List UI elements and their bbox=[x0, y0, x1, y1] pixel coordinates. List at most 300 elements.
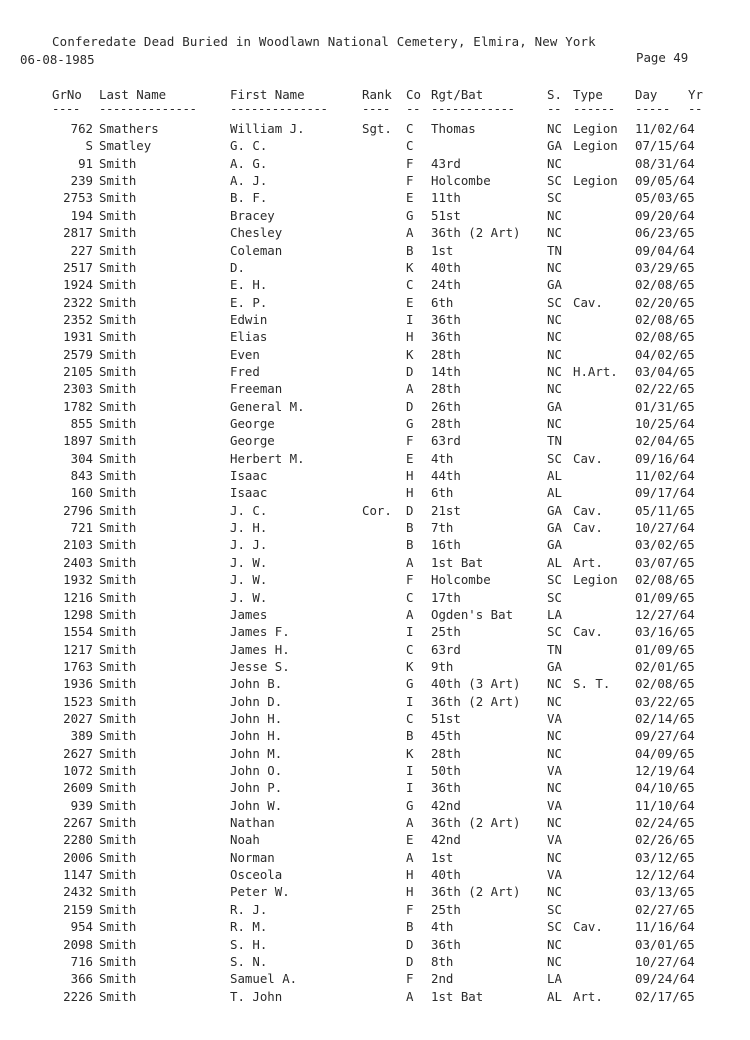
table-row bbox=[0, 780, 750, 797]
cell-date: 02/08/65 bbox=[635, 572, 695, 588]
underline-regiment: ------------ bbox=[431, 101, 515, 116]
cell-company: K bbox=[406, 745, 414, 761]
cell-date: 02/08/65 bbox=[635, 676, 695, 692]
cell-last-name: Smith bbox=[99, 554, 137, 570]
cell-regiment: 43rd bbox=[431, 155, 461, 171]
cell-rank: Cor. bbox=[362, 502, 392, 518]
cell-regiment: 28th bbox=[431, 745, 461, 761]
cell-grno: 1924 bbox=[63, 277, 93, 293]
cell-last-name: Smith bbox=[99, 520, 137, 535]
cell-grno: 1147 bbox=[63, 867, 93, 883]
cell-state: NC bbox=[547, 329, 562, 345]
cell-first-name: D. bbox=[230, 259, 245, 275]
cell-state: NC bbox=[547, 363, 562, 379]
cell-state: NC bbox=[547, 728, 562, 744]
cell-company: A bbox=[406, 381, 414, 397]
cell-first-name: Bracey bbox=[230, 207, 275, 223]
cell-regiment: 40th bbox=[431, 259, 461, 275]
cell-date: 12/12/64 bbox=[635, 867, 695, 883]
cell-date: 08/31/64 bbox=[635, 155, 695, 171]
cell-type: Legion bbox=[573, 121, 618, 136]
cell-last-name: Smith bbox=[99, 572, 137, 588]
header-state: S. bbox=[547, 87, 562, 102]
cell-regiment: 14th bbox=[431, 363, 461, 379]
cell-last-name: Smith bbox=[99, 242, 137, 258]
cell-grno: 1932 bbox=[63, 572, 93, 588]
cell-type: Cav. bbox=[573, 919, 603, 935]
cell-regiment: 36th bbox=[431, 329, 461, 345]
cell-date: 05/03/65 bbox=[635, 190, 695, 206]
cell-state: SC bbox=[547, 589, 562, 605]
cell-date: 11/16/64 bbox=[635, 919, 695, 935]
cell-date: 09/20/64 bbox=[635, 207, 695, 223]
cell-date: 03/13/65 bbox=[635, 884, 695, 900]
cell-first-name: General M. bbox=[230, 398, 305, 414]
cell-grno: 843 bbox=[70, 468, 93, 483]
cell-company: K bbox=[406, 346, 414, 362]
table-row bbox=[0, 399, 750, 416]
cell-first-name: J. J. bbox=[230, 537, 268, 553]
cell-state: NC bbox=[547, 155, 562, 171]
cell-first-name: R. J. bbox=[230, 901, 268, 917]
cell-first-name: Isaac bbox=[230, 485, 268, 501]
cell-state: NC bbox=[547, 745, 562, 761]
cell-first-name: T. John bbox=[230, 988, 283, 1004]
table-row bbox=[0, 121, 750, 138]
cell-regiment: Thomas bbox=[431, 121, 476, 136]
cell-date: 03/29/65 bbox=[635, 259, 695, 275]
cell-grno: 2517 bbox=[63, 259, 93, 275]
cell-regiment: 42nd bbox=[431, 797, 461, 813]
cell-last-name: Smith bbox=[99, 398, 137, 414]
cell-state: VA bbox=[547, 710, 562, 726]
cell-type: Cav. bbox=[573, 294, 603, 310]
cell-date: 11/10/64 bbox=[635, 797, 695, 813]
cell-last-name: Smith bbox=[99, 173, 137, 189]
cell-state: NC bbox=[547, 815, 562, 830]
cell-date: 04/09/65 bbox=[635, 745, 695, 761]
cell-date: 02/27/65 bbox=[635, 901, 695, 917]
cell-last-name: Smith bbox=[99, 901, 137, 917]
header-company: Co bbox=[406, 87, 421, 102]
cell-company: F bbox=[406, 155, 414, 171]
cell-first-name: John D. bbox=[230, 693, 283, 709]
cell-regiment: Ogden's Bat bbox=[431, 606, 514, 622]
cell-regiment: 40th bbox=[431, 867, 461, 883]
cell-last-name: Smith bbox=[99, 710, 137, 726]
cell-last-name: Smith bbox=[99, 225, 137, 241]
cell-type: H.Art. bbox=[573, 363, 618, 379]
cell-grno: 2027 bbox=[63, 710, 93, 726]
cell-grno: 1216 bbox=[63, 589, 93, 605]
cell-company: E bbox=[406, 294, 414, 310]
cell-grno: 2403 bbox=[63, 554, 93, 570]
cell-first-name: J. H. bbox=[230, 520, 268, 535]
cell-company: E bbox=[406, 832, 414, 848]
cell-grno: 2432 bbox=[63, 884, 93, 900]
cell-last-name: Smith bbox=[99, 450, 137, 466]
table-row bbox=[0, 607, 750, 624]
cell-state: GA bbox=[547, 520, 562, 535]
cell-first-name: A. J. bbox=[230, 173, 268, 189]
table-row bbox=[0, 850, 750, 867]
table-row bbox=[0, 902, 750, 919]
cell-first-name: E. H. bbox=[230, 277, 268, 293]
cell-company: I bbox=[406, 624, 414, 640]
cell-regiment: 4th bbox=[431, 450, 454, 466]
cell-company: A bbox=[406, 988, 414, 1004]
cell-grno: 194 bbox=[70, 207, 93, 223]
cell-date: 05/11/65 bbox=[635, 502, 695, 518]
table-row bbox=[0, 260, 750, 277]
cell-type: Cav. bbox=[573, 624, 603, 640]
cell-company: I bbox=[406, 763, 414, 778]
cell-grno: 2627 bbox=[63, 745, 93, 761]
cell-last-name: Smith bbox=[99, 468, 137, 483]
cell-grno: 2105 bbox=[63, 363, 93, 379]
cell-last-name: Smith bbox=[99, 381, 137, 397]
cell-state: SC bbox=[547, 901, 562, 917]
cell-first-name: James bbox=[230, 606, 268, 622]
cell-first-name: Edwin bbox=[230, 311, 268, 327]
cell-company: G bbox=[406, 207, 414, 223]
cell-grno: 1763 bbox=[63, 658, 93, 674]
cell-company: H bbox=[406, 867, 414, 883]
cell-regiment: 36th bbox=[431, 936, 461, 952]
cell-date: 02/20/65 bbox=[635, 294, 695, 310]
cell-grno: 2226 bbox=[63, 988, 93, 1004]
cell-regiment: Holcombe bbox=[431, 173, 491, 189]
table-row bbox=[0, 485, 750, 502]
cell-regiment: 63rd bbox=[431, 641, 461, 657]
cell-state: NC bbox=[547, 121, 562, 136]
cell-first-name: Isaac bbox=[230, 468, 268, 483]
cell-grno: 2817 bbox=[63, 225, 93, 241]
cell-last-name: Smith bbox=[99, 207, 137, 223]
cell-company: C bbox=[406, 277, 414, 293]
cell-grno: 2322 bbox=[63, 294, 93, 310]
cell-grno: 2267 bbox=[63, 815, 93, 830]
cell-type: Cav. bbox=[573, 450, 603, 466]
table-row bbox=[0, 503, 750, 520]
table-row bbox=[0, 989, 750, 1006]
cell-first-name: John M. bbox=[230, 745, 283, 761]
cell-regiment: 36th bbox=[431, 311, 461, 327]
cell-last-name: Smith bbox=[99, 329, 137, 345]
cell-company: B bbox=[406, 242, 414, 258]
cell-state: SC bbox=[547, 190, 562, 206]
cell-last-name: Smith bbox=[99, 728, 137, 744]
cell-regiment: 50th bbox=[431, 763, 461, 778]
cell-last-name: Smith bbox=[99, 363, 137, 379]
cell-type: Legion bbox=[573, 138, 618, 154]
cell-grno: S bbox=[85, 138, 93, 154]
cell-regiment: 36th bbox=[431, 780, 461, 796]
cell-date: 06/23/65 bbox=[635, 225, 695, 241]
cell-first-name: John P. bbox=[230, 780, 283, 796]
cell-company: H bbox=[406, 329, 414, 345]
table-row bbox=[0, 468, 750, 485]
cell-state: GA bbox=[547, 138, 562, 154]
cell-date: 02/08/65 bbox=[635, 277, 695, 293]
cell-company: D bbox=[406, 936, 414, 952]
cell-regiment: 25th bbox=[431, 901, 461, 917]
table-row bbox=[0, 763, 750, 780]
table-row bbox=[0, 572, 750, 589]
table-row bbox=[0, 867, 750, 884]
cell-first-name: James H. bbox=[230, 641, 290, 657]
header-year: Yr bbox=[688, 87, 703, 102]
cell-date: 03/01/65 bbox=[635, 936, 695, 952]
cell-regiment: 42nd bbox=[431, 832, 461, 848]
table-row bbox=[0, 624, 750, 641]
cell-date: 01/09/65 bbox=[635, 589, 695, 605]
underline-last-name: -------------- bbox=[99, 101, 197, 116]
cell-state: VA bbox=[547, 797, 562, 813]
table-row bbox=[0, 798, 750, 815]
cell-grno: 2352 bbox=[63, 311, 93, 327]
cell-grno: 2609 bbox=[63, 780, 93, 796]
cell-date: 02/22/65 bbox=[635, 381, 695, 397]
cell-grno: 855 bbox=[70, 416, 93, 431]
table-row bbox=[0, 173, 750, 190]
cell-date: 02/08/65 bbox=[635, 311, 695, 327]
cell-first-name: Chesley bbox=[230, 225, 283, 241]
cell-last-name: Smith bbox=[99, 641, 137, 657]
cell-first-name: Peter W. bbox=[230, 884, 290, 900]
cell-date: 02/08/65 bbox=[635, 329, 695, 345]
cell-grno: 2280 bbox=[63, 832, 93, 848]
cell-regiment: 51st bbox=[431, 207, 461, 223]
cell-company: D bbox=[406, 398, 414, 414]
table-row bbox=[0, 347, 750, 364]
cell-regiment: 16th bbox=[431, 537, 461, 553]
cell-last-name: Smith bbox=[99, 763, 137, 778]
cell-state: SC bbox=[547, 624, 562, 640]
cell-grno: 2753 bbox=[63, 190, 93, 206]
cell-last-name: Smith bbox=[99, 294, 137, 310]
table-row bbox=[0, 277, 750, 294]
cell-company: F bbox=[406, 433, 414, 449]
cell-company: B bbox=[406, 537, 414, 553]
underline-grno: ---- bbox=[52, 101, 80, 116]
cell-state: NC bbox=[547, 953, 562, 969]
cell-grno: 2303 bbox=[63, 381, 93, 397]
cell-date: 10/27/64 bbox=[635, 520, 695, 535]
table-row bbox=[0, 225, 750, 242]
cell-first-name: Norman bbox=[230, 849, 275, 865]
cell-date: 03/02/65 bbox=[635, 537, 695, 553]
cell-regiment: Holcombe bbox=[431, 572, 491, 588]
cell-company: B bbox=[406, 520, 414, 535]
cell-grno: 1217 bbox=[63, 641, 93, 657]
cell-grno: 716 bbox=[70, 953, 93, 969]
underline-company: -- bbox=[406, 101, 420, 116]
cell-date: 09/17/64 bbox=[635, 485, 695, 501]
table-row bbox=[0, 728, 750, 745]
cell-grno: 2098 bbox=[63, 936, 93, 952]
cell-first-name: John H. bbox=[230, 710, 283, 726]
cell-state: VA bbox=[547, 867, 562, 883]
cell-last-name: Smith bbox=[99, 832, 137, 848]
table-row bbox=[0, 433, 750, 450]
cell-last-name: Smith bbox=[99, 624, 137, 640]
cell-date: 09/27/64 bbox=[635, 728, 695, 744]
cell-date: 09/24/64 bbox=[635, 971, 695, 987]
cell-first-name: J. C. bbox=[230, 502, 268, 518]
table-row bbox=[0, 832, 750, 849]
cell-company: F bbox=[406, 173, 414, 189]
table-row bbox=[0, 156, 750, 173]
cell-date: 03/12/65 bbox=[635, 849, 695, 865]
cell-regiment: 28th bbox=[431, 346, 461, 362]
cell-last-name: Smith bbox=[99, 416, 137, 431]
cell-regiment: 36th (2 Art) bbox=[431, 815, 521, 830]
cell-grno: 366 bbox=[70, 971, 93, 987]
cell-state: NC bbox=[547, 676, 562, 692]
cell-company: A bbox=[406, 606, 414, 622]
cell-regiment: 1st Bat bbox=[431, 988, 484, 1004]
cell-regiment: 2nd bbox=[431, 971, 454, 987]
cell-company: A bbox=[406, 554, 414, 570]
cell-last-name: Smith bbox=[99, 971, 137, 987]
header-regiment: Rgt/Bat bbox=[431, 87, 484, 102]
header-day: Day bbox=[635, 87, 658, 102]
table-row bbox=[0, 364, 750, 381]
table-row bbox=[0, 329, 750, 346]
cell-grno: 721 bbox=[70, 520, 93, 535]
cell-grno: 160 bbox=[70, 485, 93, 501]
cell-first-name: S. N. bbox=[230, 953, 268, 969]
table-row bbox=[0, 642, 750, 659]
cell-state: NC bbox=[547, 416, 562, 431]
cell-company: H bbox=[406, 884, 414, 900]
cell-first-name: George bbox=[230, 433, 275, 449]
cell-state: TN bbox=[547, 433, 562, 449]
cell-regiment: 51st bbox=[431, 710, 461, 726]
cell-date: 11/02/64 bbox=[635, 121, 695, 136]
cell-last-name: Smith bbox=[99, 988, 137, 1004]
page-title: Conferedate Dead Buried in Woodlawn National Cemetery, Elmira, New York bbox=[52, 34, 596, 49]
cell-regiment: 36th (2 Art) bbox=[431, 693, 521, 709]
cell-regiment: 36th (2 Art) bbox=[431, 884, 521, 900]
cell-state: NC bbox=[547, 225, 562, 241]
cell-last-name: Smith bbox=[99, 849, 137, 865]
cell-regiment: 44th bbox=[431, 468, 461, 483]
cell-grno: 2159 bbox=[63, 901, 93, 917]
cell-date: 04/02/65 bbox=[635, 346, 695, 362]
table-row bbox=[0, 711, 750, 728]
cell-last-name: Smith bbox=[99, 676, 137, 692]
header-grno: GrNo bbox=[52, 87, 82, 102]
cell-first-name: G. C. bbox=[230, 138, 268, 154]
cell-company: F bbox=[406, 901, 414, 917]
cell-last-name: Smith bbox=[99, 797, 137, 813]
cell-state: SC bbox=[547, 450, 562, 466]
cell-company: I bbox=[406, 693, 414, 709]
cell-first-name: Coleman bbox=[230, 242, 283, 258]
cell-state: NC bbox=[547, 780, 562, 796]
cell-company: I bbox=[406, 311, 414, 327]
cell-date: 02/14/65 bbox=[635, 710, 695, 726]
cell-first-name: Freeman bbox=[230, 381, 283, 397]
cell-first-name: Fred bbox=[230, 363, 260, 379]
table-row bbox=[0, 676, 750, 693]
cell-company: G bbox=[406, 416, 414, 431]
cell-regiment: 36th (2 Art) bbox=[431, 225, 521, 241]
cell-company: C bbox=[406, 641, 414, 657]
cell-last-name: Smith bbox=[99, 867, 137, 883]
cell-state: GA bbox=[547, 502, 562, 518]
cell-last-name: Smith bbox=[99, 277, 137, 293]
cell-grno: 1931 bbox=[63, 329, 93, 345]
cell-type: Cav. bbox=[573, 520, 603, 535]
cell-date: 02/01/65 bbox=[635, 658, 695, 674]
cell-date: 10/27/64 bbox=[635, 953, 695, 969]
cell-type: Legion bbox=[573, 173, 618, 189]
cell-state: NC bbox=[547, 849, 562, 865]
table-row bbox=[0, 590, 750, 607]
cell-last-name: Smith bbox=[99, 433, 137, 449]
cell-state: AL bbox=[547, 468, 562, 483]
underline-rank: ---- bbox=[362, 101, 390, 116]
table-row bbox=[0, 416, 750, 433]
cell-grno: 1936 bbox=[63, 676, 93, 692]
cell-last-name: Smith bbox=[99, 693, 137, 709]
table-row bbox=[0, 815, 750, 832]
cell-type: S. T. bbox=[573, 676, 611, 692]
underline-first-name: -------------- bbox=[230, 101, 328, 116]
cell-first-name: John B. bbox=[230, 676, 283, 692]
cell-company: C bbox=[406, 710, 414, 726]
cell-last-name: Smith bbox=[99, 780, 137, 796]
cell-state: SC bbox=[547, 173, 562, 189]
cell-regiment: 8th bbox=[431, 953, 454, 969]
cell-grno: 91 bbox=[78, 155, 93, 171]
cell-regiment: 7th bbox=[431, 520, 454, 535]
cell-grno: 227 bbox=[70, 242, 93, 258]
cell-grno: 1072 bbox=[63, 763, 93, 778]
table-row bbox=[0, 190, 750, 207]
cell-state: TN bbox=[547, 641, 562, 657]
underline-year: -- bbox=[688, 101, 702, 116]
cell-date: 09/05/64 bbox=[635, 173, 695, 189]
cell-date: 11/02/64 bbox=[635, 468, 695, 483]
underline-state: -- bbox=[547, 101, 561, 116]
cell-last-name: Smith bbox=[99, 155, 137, 171]
cell-company: C bbox=[406, 589, 414, 605]
cell-grno: 2103 bbox=[63, 537, 93, 553]
cell-first-name: John W. bbox=[230, 797, 283, 813]
cell-first-name: B. F. bbox=[230, 190, 268, 206]
cell-company: D bbox=[406, 953, 414, 969]
cell-state: LA bbox=[547, 971, 562, 987]
cell-regiment: 28th bbox=[431, 381, 461, 397]
cell-grno: 1298 bbox=[63, 606, 93, 622]
cell-last-name: Smith bbox=[99, 589, 137, 605]
cell-last-name: Smith bbox=[99, 606, 137, 622]
report-date: 06-08-1985 bbox=[20, 52, 95, 67]
cell-last-name: Smatley bbox=[99, 138, 152, 154]
cell-first-name: George bbox=[230, 416, 275, 431]
cell-grno: 1782 bbox=[63, 398, 93, 414]
table-row bbox=[0, 312, 750, 329]
cell-first-name: Nathan bbox=[230, 815, 275, 830]
cell-state: SC bbox=[547, 919, 562, 935]
cell-company: I bbox=[406, 780, 414, 796]
cell-regiment: 24th bbox=[431, 277, 461, 293]
cell-first-name: Elias bbox=[230, 329, 268, 345]
